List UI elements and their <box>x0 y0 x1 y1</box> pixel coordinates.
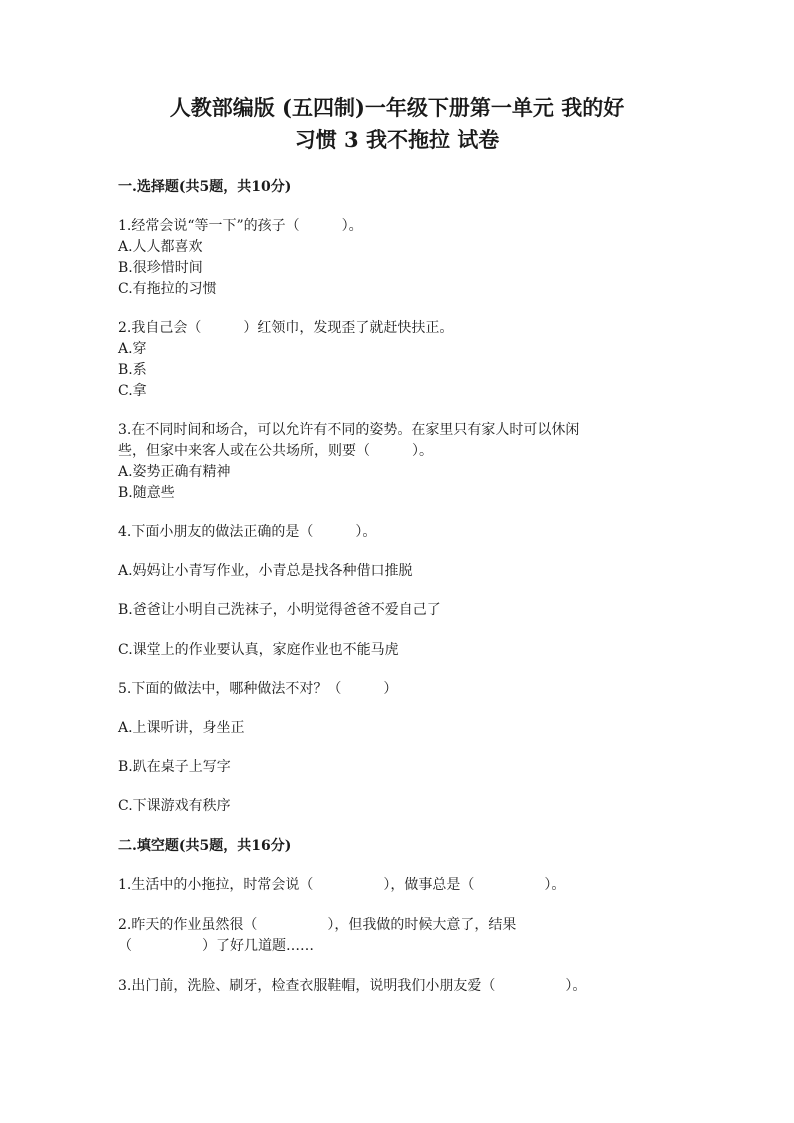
q4-stem: 4.下面小朋友的做法正确的是（ ）。 <box>118 524 377 540</box>
fill-q3: 3.出门前，洗脸、刷牙，检查衣服鞋帽，说明我们小朋友爱（ ）。 <box>118 978 587 994</box>
q4-option-a: A.妈妈让小青写作业，小青总是找各种借口推脱 <box>118 563 413 579</box>
q5-option-c: C.下课游戏有秩序 <box>118 798 231 814</box>
q3-stem-line-1: 3.在不同时间和场合，可以允许有不同的姿势。在家里只有家人时可以休闲 <box>118 422 580 438</box>
q1-option-b: B.很珍惜时间 <box>118 260 203 276</box>
section-2-heading: 二.填空题(共5题，共16分) <box>118 838 292 854</box>
q1-option-c: C.有拖拉的习惯 <box>118 281 217 297</box>
fill-q2-line-1: 2.昨天的作业虽然很（ ），但我做的时候大意了，结果 <box>118 917 517 933</box>
q3-option-b: B.随意些 <box>118 485 175 501</box>
fill-q1: 1.生活中的小拖拉，时常会说（ ），做事总是（ ）。 <box>118 877 566 893</box>
section-1-heading: 一.选择题(共5题，共10分) <box>118 179 292 195</box>
q3-option-a: A.姿势正确有精神 <box>118 464 231 480</box>
q2-option-a: A.穿 <box>118 341 147 357</box>
title-line-2: 习惯 3 我不拖拉 试卷 <box>294 127 500 152</box>
q5-stem: 5.下面的做法中，哪种做法不对？（ ） <box>118 681 398 697</box>
title-line-1: 人教部编版 (五四制)一年级下册第一单元 我的好 <box>169 95 625 120</box>
exam-title <box>100 92 694 156</box>
q5-option-a: A.上课听讲，身坐正 <box>118 720 245 736</box>
q4-option-b: B.爸爸让小明自己洗袜子，小明觉得爸爸不爱自己了 <box>118 602 441 618</box>
q5-option-b: B.趴在桌子上写字 <box>118 759 231 775</box>
q1-stem: 1.经常会说“等一下”的孩子（ ）。 <box>118 218 363 234</box>
q1-option-a: A.人人都喜欢 <box>118 239 203 255</box>
q3-stem-line-2: 些，但家中来客人或在公共场所，则要（ ）。 <box>118 443 433 459</box>
q2-option-c: C.拿 <box>118 383 147 399</box>
q4-option-c: C.课堂上的作业要认真，家庭作业也不能马虎 <box>118 642 399 658</box>
q2-stem: 2.我自己会（ ）红领巾，发现歪了就赶快扶正。 <box>118 320 454 336</box>
fill-q2-line-2: （ ）了好几道题…… <box>118 938 314 954</box>
q2-option-b: B.系 <box>118 362 147 378</box>
